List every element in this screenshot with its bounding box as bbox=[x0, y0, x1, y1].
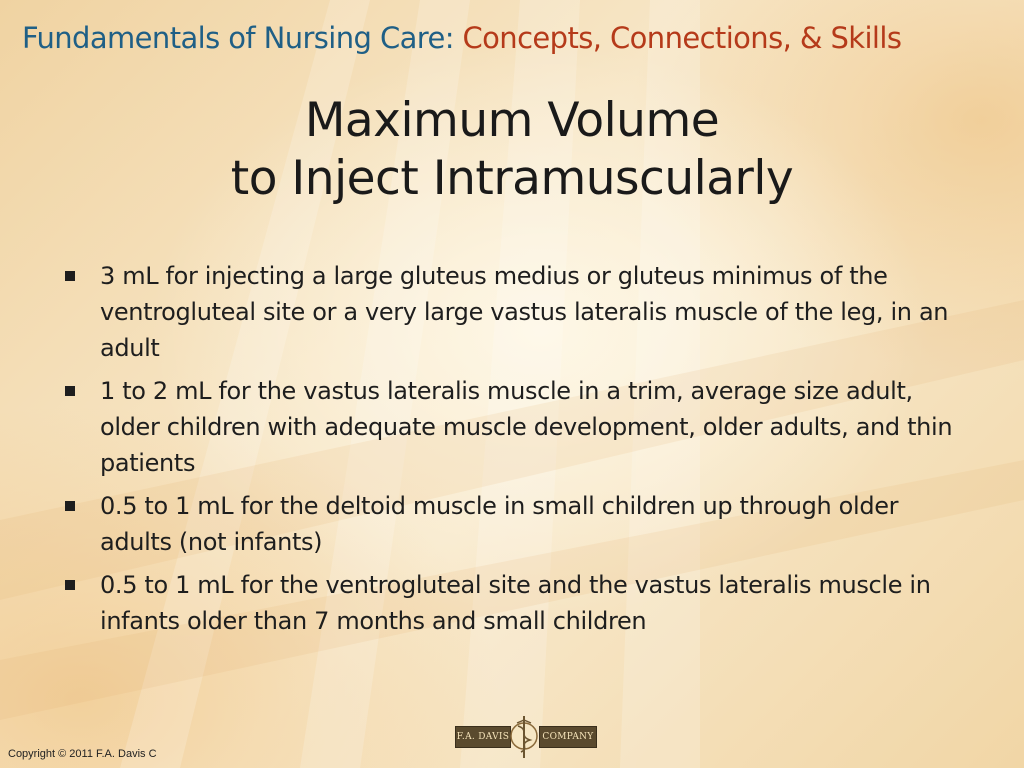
copyright-notice: Copyright © 2011 F.A. Davis C bbox=[8, 748, 157, 760]
bullet-item bbox=[60, 373, 970, 481]
book-title: Fundamentals of Nursing Care: bbox=[22, 21, 463, 55]
bullet-list bbox=[60, 258, 970, 646]
bullet-text: 1 to 2 mL for the vastus lateralis muscle in a trim, average size adult, older children with adequate muscle development, older adults, and thin patients bbox=[100, 377, 953, 477]
square-bullet-icon bbox=[65, 580, 75, 590]
bullet-item bbox=[60, 258, 970, 366]
square-bullet-icon bbox=[65, 386, 75, 396]
square-bullet-icon bbox=[65, 271, 75, 281]
bullet-text: 3 mL for injecting a large gluteus medius or gluteus minimus of the ventrogluteal site or a very large vastus lateralis muscle of the leg, in an adult bbox=[100, 262, 949, 362]
caduceus-icon bbox=[509, 714, 539, 760]
slide-title-line-2: to Inject Intramuscularly bbox=[230, 151, 794, 206]
bullet-text: 0.5 to 1 mL for the deltoid muscle in small children up through older adults (not infants) bbox=[100, 492, 899, 556]
book-header bbox=[22, 18, 1012, 58]
bullet-item bbox=[60, 567, 970, 639]
bullet-item bbox=[60, 488, 970, 560]
logo-left-plate: F.A. DAVIS bbox=[455, 726, 511, 748]
logo-right-plate: COMPANY bbox=[539, 726, 597, 748]
slide-title-line-1: Maximum Volume bbox=[304, 93, 720, 148]
publisher-logo bbox=[455, 714, 595, 760]
square-bullet-icon bbox=[65, 501, 75, 511]
bullet-text: 0.5 to 1 mL for the ventrogluteal site and the vastus lateralis muscle in infants older than 7 months and small children bbox=[100, 571, 931, 635]
slide-title bbox=[0, 92, 1024, 208]
book-subtitle: Concepts, Connections, & Skills bbox=[462, 21, 902, 55]
